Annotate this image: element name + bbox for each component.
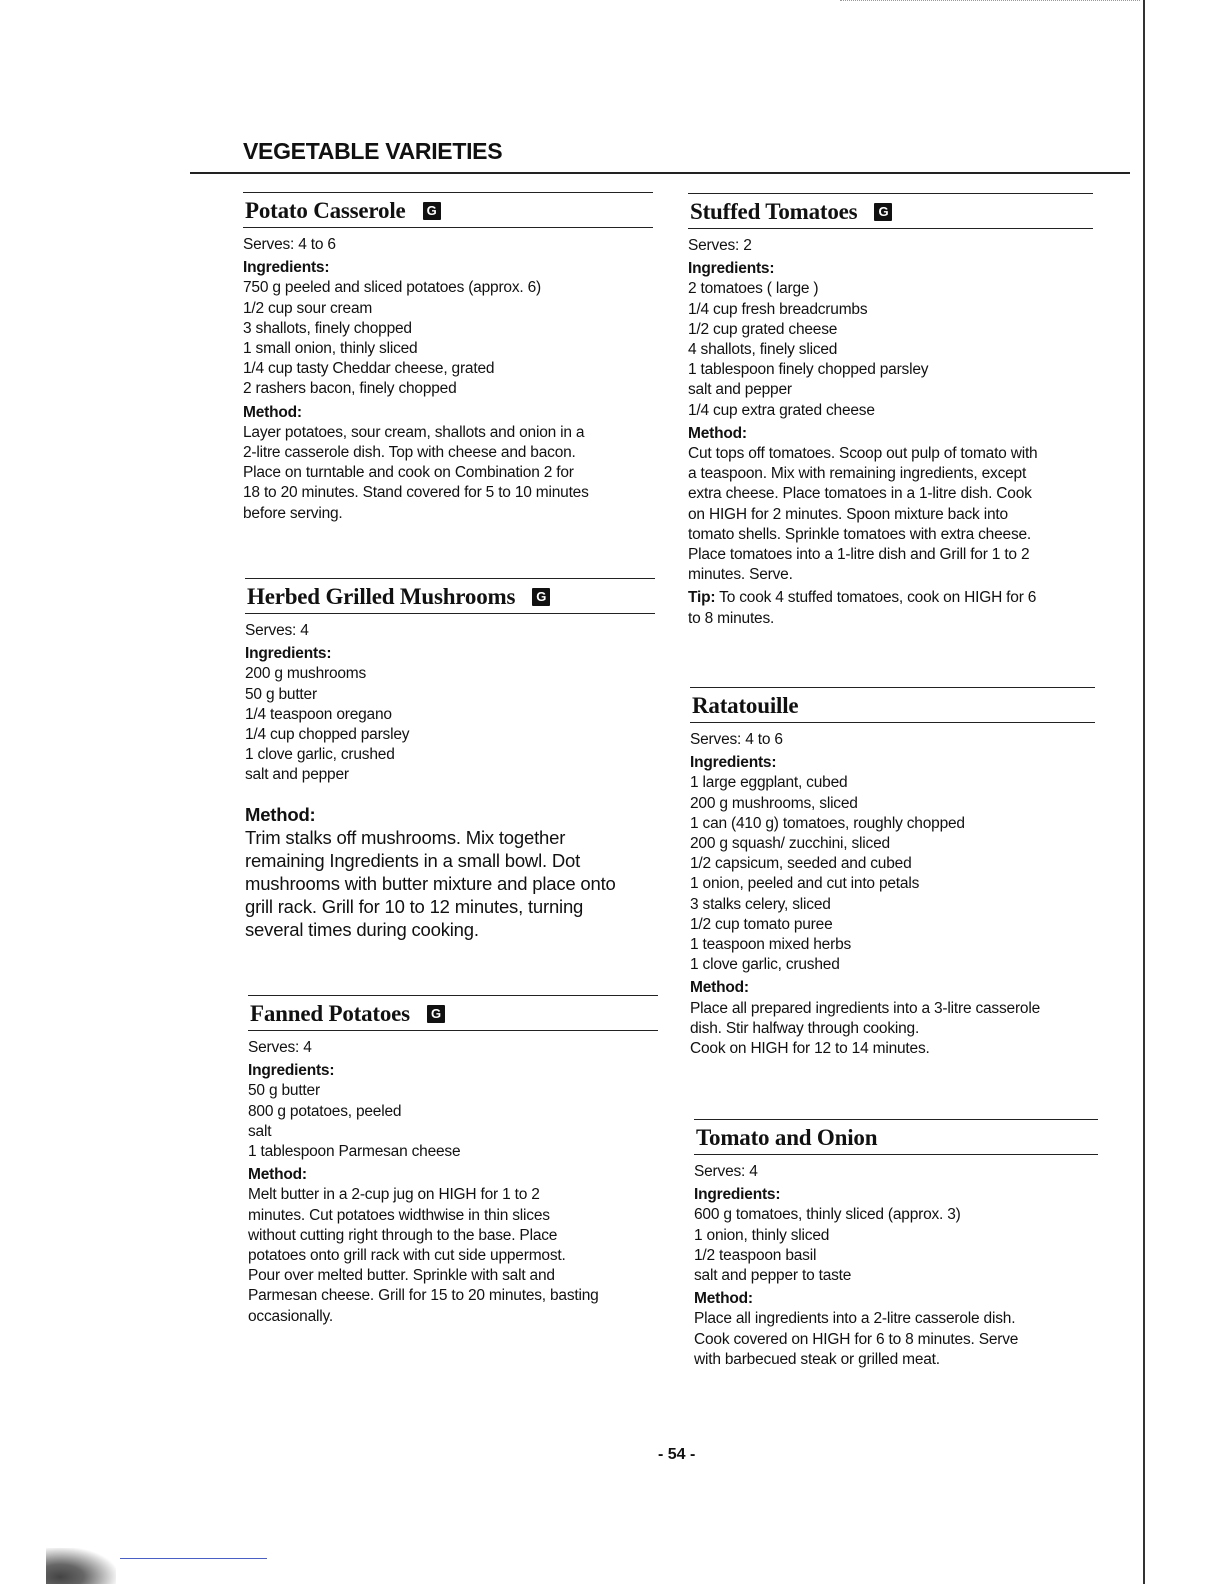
serves-text: Serves: 4 to 6 <box>243 236 336 253</box>
ingredient-line: 4 shallots, finely sliced <box>688 341 838 359</box>
ingredient-line: 1/4 cup extra grated cheese <box>688 401 875 419</box>
ingredient-line: 1 clove garlic, crushed <box>690 956 840 974</box>
ingredient-line: 1/2 cup grated cheese <box>688 320 838 338</box>
spacer <box>245 786 655 800</box>
ingredient-line: 1 tablespoon Parmesan cheese <box>248 1143 461 1161</box>
ingredient-line: 1/2 cup tomato puree <box>690 915 833 933</box>
ingredient-line: 1 clove garlic, crushed <box>245 746 395 764</box>
ingredient-line: 1 small onion, thinly sliced <box>243 340 418 358</box>
serves-text: Serves: 4 <box>245 622 309 639</box>
page-edge-line <box>1143 0 1145 1584</box>
method-line: Parmesan cheese. Grill for 15 to 20 minutes, basting <box>248 1287 599 1305</box>
recipe-ratatouille <box>690 687 1095 1059</box>
recipe-title: Herbed Grilled Mushrooms <box>247 584 516 609</box>
recipe-title-bar <box>690 687 1095 723</box>
method-label: Method: <box>690 979 749 997</box>
recipe-title: Ratatouille <box>692 693 799 718</box>
method-line: 2-litre casserole dish. Top with cheese and bacon. <box>243 444 576 462</box>
serves-text: Serves: 4 <box>694 1163 758 1180</box>
recipe-title-bar <box>688 193 1093 229</box>
method-line: occasionally. <box>248 1307 333 1325</box>
ingredient-line: 1 tablespoon finely chopped parsley <box>688 361 929 379</box>
method-line: several times during cooking. <box>245 918 479 940</box>
ingredient-line: salt and pepper to taste <box>694 1267 852 1285</box>
method-block <box>245 803 655 941</box>
recipe-title-bar <box>694 1119 1098 1155</box>
ingredient-line: 2 tomatoes ( large ) <box>688 280 819 298</box>
ingredient-line: 1/4 teaspoon oregano <box>245 705 392 723</box>
method-line: Trim stalks off mushrooms. Mix together <box>245 826 566 848</box>
page-number: - 54 - <box>658 1446 696 1463</box>
ingredient-line: 1/2 cup sour cream <box>243 299 373 317</box>
method-line: Cook covered on HIGH for 6 to 8 minutes. Serve <box>694 1330 1019 1348</box>
recipe-title-bar <box>245 578 655 614</box>
grill-badge-icon: G <box>423 202 441 220</box>
recipe-title-bar <box>243 192 653 228</box>
ingredients-label: Ingredients: <box>688 260 775 278</box>
scan-smudge <box>46 1548 116 1584</box>
recipe-title: Tomato and Onion <box>696 1125 878 1150</box>
recipe-herbed-grilled-mushrooms <box>245 578 655 941</box>
method-line: Pour over melted butter. Sprinkle with salt and <box>248 1267 555 1285</box>
tip-line: to 8 minutes. <box>688 609 775 627</box>
recipe-title: Stuffed Tomatoes <box>690 199 858 224</box>
recipe-title: Fanned Potatoes <box>250 1001 410 1026</box>
ingredient-line: 1/2 capsicum, seeded and cubed <box>690 855 912 873</box>
method-line: extra cheese. Place tomatoes in a 1-litre dish. Cook <box>688 485 1032 503</box>
method-line: tomato shells. Sprinkle tomatoes with extra cheese. <box>688 525 1032 543</box>
ingredients-label: Ingredients: <box>694 1186 781 1204</box>
method-line: potatoes onto grill rack with cut side uppermost. <box>248 1247 566 1265</box>
ingredient-line: salt <box>248 1122 272 1140</box>
section-rule <box>190 172 1130 174</box>
ingredient-line: 200 g mushrooms <box>245 665 367 683</box>
tip-text: To cook 4 stuffed tomatoes, cook on HIGH for 6 <box>715 589 1037 607</box>
section-title: VEGETABLE VARIETIES <box>243 138 503 164</box>
ingredient-line: 750 g peeled and sliced potatoes (approx. 6) <box>243 279 541 297</box>
serves-text: Serves: 2 <box>688 237 752 254</box>
method-line: Place all prepared ingredients into a 3-litre casserole <box>690 999 1041 1017</box>
ingredient-line: 1 onion, peeled and cut into petals <box>690 875 920 893</box>
top-edge-dots <box>840 0 1140 1</box>
method-line: Layer potatoes, sour cream, shallots and onion in a <box>243 423 585 441</box>
tip-line <box>688 588 1093 608</box>
grill-badge-icon: G <box>874 203 892 221</box>
method-line: with barbecued steak or grilled meat. <box>694 1350 940 1368</box>
recipe-fanned-potatoes <box>248 995 658 1327</box>
ingredient-line: 1/4 cup chopped parsley <box>245 726 410 744</box>
method-line: 18 to 20 minutes. Stand covered for 5 to 10 minutes <box>243 484 589 502</box>
method-line: Cook on HIGH for 12 to 14 minutes. <box>690 1040 930 1058</box>
ingredient-line: 3 stalks celery, sliced <box>690 895 831 913</box>
ingredient-line: 600 g tomatoes, thinly sliced (approx. 3) <box>694 1206 961 1224</box>
method-line: without cutting right through to the base. Place <box>248 1226 558 1244</box>
recipe-title: Potato Casserole <box>245 198 406 223</box>
ingredients-label: Ingredients: <box>248 1062 335 1080</box>
method-line: a teaspoon. Mix with remaining ingredients, except <box>688 465 1027 483</box>
ingredient-line: 1/2 teaspoon basil <box>694 1246 817 1264</box>
ingredient-line: 1 teaspoon mixed herbs <box>690 936 852 954</box>
method-line: on HIGH for 2 minutes. Spoon mixture back into <box>688 505 1008 523</box>
ingredient-line: 3 shallots, finely chopped <box>243 319 412 337</box>
recipe-tomato-and-onion <box>694 1119 1098 1370</box>
ingredient-line: 200 g mushrooms, sliced <box>690 794 858 812</box>
tip-label: Tip: <box>688 589 716 607</box>
serves-text: Serves: 4 <box>248 1039 312 1056</box>
ingredient-line: 1 large eggplant, cubed <box>690 774 848 792</box>
serves-text: Serves: 4 to 6 <box>690 731 783 748</box>
method-line: Place tomatoes into a 1-litre dish and Grill for 1 to 2 <box>688 546 1030 564</box>
ingredient-line: 800 g potatoes, peeled <box>248 1102 402 1120</box>
method-line: before serving. <box>243 504 343 522</box>
method-line: dish. Stir halfway through cooking. <box>690 1019 920 1037</box>
ingredients-label: Ingredients: <box>243 259 330 277</box>
method-label: Method: <box>688 424 747 442</box>
ingredient-line: 2 rashers bacon, finely chopped <box>243 380 457 398</box>
ingredient-line: 200 g squash/ zucchini, sliced <box>690 835 890 853</box>
method-line: Melt butter in a 2-cup jug on HIGH for 1 to 2 <box>248 1186 540 1204</box>
method-line: Place on turntable and cook on Combination 2 for <box>243 464 574 482</box>
ingredient-line: 1/4 cup fresh breadcrumbs <box>688 300 868 318</box>
ingredients-label: Ingredients: <box>245 645 332 663</box>
method-line: Place all ingredients into a 2-litre casserole dish. <box>694 1310 1016 1328</box>
recipe-stuffed-tomatoes <box>688 193 1093 629</box>
ingredient-line: 50 g butter <box>245 685 317 703</box>
ingredient-line: salt and pepper <box>245 766 349 784</box>
method-line: Cut tops off tomatoes. Scoop out pulp of tomato with <box>688 445 1038 463</box>
recipe-potato-casserole <box>243 192 653 524</box>
ingredients-label: Ingredients: <box>690 754 777 772</box>
grill-badge-icon: G <box>427 1005 445 1023</box>
recipe-title-bar <box>248 995 658 1031</box>
scan-blue-line <box>120 1558 267 1559</box>
method-line: mushrooms with butter mixture and place onto <box>245 872 616 894</box>
ingredient-line: 1 can (410 g) tomatoes, roughly chopped <box>690 814 965 832</box>
grill-badge-icon: G <box>532 588 550 606</box>
ingredient-line: 1/4 cup tasty Cheddar cheese, grated <box>243 360 495 378</box>
method-line: remaining Ingredients in a small bowl. Dot <box>245 849 581 871</box>
ingredient-line: 1 onion, thinly sliced <box>694 1226 830 1244</box>
method-label: Method: <box>694 1290 753 1308</box>
ingredient-line: 50 g butter <box>248 1082 320 1100</box>
method-label: Method: <box>245 803 316 825</box>
method-label: Method: <box>248 1166 307 1184</box>
method-line: minutes. Serve. <box>688 566 793 584</box>
ingredient-line: salt and pepper <box>688 381 792 399</box>
method-line: minutes. Cut potatoes widthwise in thin slices <box>248 1206 550 1224</box>
method-line: grill rack. Grill for 10 to 12 minutes, turning <box>245 895 584 917</box>
method-label: Method: <box>243 403 302 421</box>
